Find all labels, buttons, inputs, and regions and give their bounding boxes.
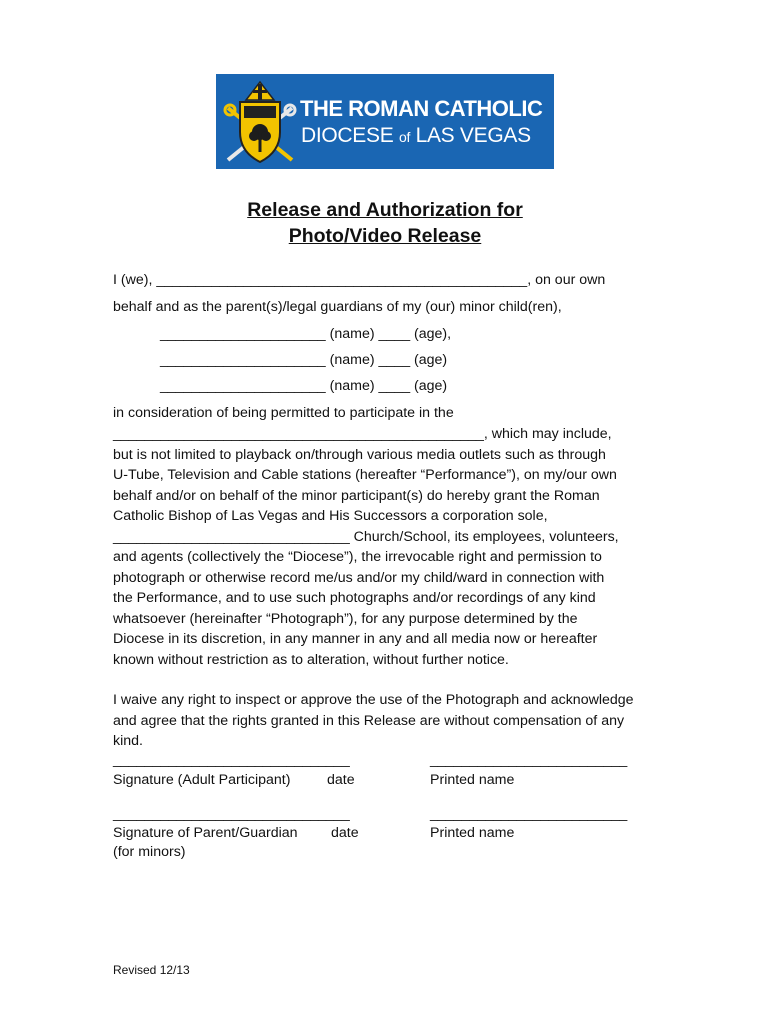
- intro-line-1: I (we), _______________________________________________, on our own: [113, 272, 606, 288]
- diocese-logo: [216, 74, 554, 169]
- printed-name-line-parent: _________________________: [430, 806, 628, 822]
- paragraph1-line: Diocese in its discretion, in any manner in any and all media now or hereafter: [113, 631, 598, 647]
- printed-name-label-adult: Printed name: [430, 772, 515, 788]
- paragraph1-line: and agents (collectively the “Diocese”), the irrevocable right and permission to: [113, 549, 602, 565]
- paragraph2-line: kind.: [113, 733, 143, 749]
- logo-subtitle-a: DIOCESE: [301, 124, 394, 147]
- paragraph2-line: I waive any right to inspect or approve the use of the Photograph and acknowledge: [113, 692, 634, 708]
- logo-subtitle-b: LAS VEGAS: [415, 124, 531, 147]
- signature-label-parent: Signature of Parent/Guardian: [113, 825, 298, 841]
- printed-name-line-adult: _________________________: [430, 752, 628, 768]
- paragraph1-line: ______________________________ Church/School, its employees, volunteers,: [113, 529, 619, 545]
- date-label-adult: date: [327, 772, 355, 788]
- signature-line-parent: ______________________________: [113, 806, 350, 822]
- paragraph2-line: and agree that the rights granted in this Release are without compensation of any: [113, 713, 625, 729]
- paragraph1-line: U-Tube, Television and Cable stations (hereafter “Performance”), on my/our own: [113, 467, 617, 483]
- child-entry-3: _____________________ (name) ____ (age): [160, 378, 448, 394]
- revision-note: Revised 12/13: [113, 963, 190, 977]
- paragraph1-line: whatsoever (hereinafter “Photograph”), for any purpose determined by the: [113, 611, 578, 627]
- child-entry-1: _____________________ (name) ____ (age),: [160, 326, 452, 342]
- document-title-line2: Photo/Video Release: [288, 225, 482, 247]
- document-title-line1: Release and Authorization for: [247, 199, 523, 221]
- signature-sublabel-parent: (for minors): [113, 844, 186, 860]
- intro-line-2: behalf and as the parent(s)/legal guardians of my (our) minor child(ren),: [113, 299, 562, 315]
- signature-label-adult: Signature (Adult Participant): [113, 772, 291, 788]
- paragraph1-line: the Performance, and to use such photographs and/or recordings of any kind: [113, 590, 596, 606]
- signature-line-adult: ______________________________: [113, 752, 350, 768]
- paragraph1-line: Catholic Bishop of Las Vegas and His Successors a corporation sole,: [113, 508, 548, 524]
- printed-name-label-parent: Printed name: [430, 825, 515, 841]
- paragraph1-line: _______________________________________________, which may include,: [113, 426, 612, 442]
- child-entry-2: _____________________ (name) ____ (age): [160, 352, 448, 368]
- logo-subtitle: [301, 124, 531, 148]
- diocese-crest-icon: [222, 78, 298, 166]
- paragraph1-line: in consideration of being permitted to participate in the: [113, 405, 454, 421]
- logo-title: THE ROMAN CATHOLIC: [300, 96, 543, 121]
- logo-subtitle-of: of: [398, 129, 411, 145]
- paragraph1-line: photograph or otherwise record me/us and/or my child/ward in connection with: [113, 570, 605, 586]
- paragraph1-line: known without restriction as to alteration, without further notice.: [113, 652, 509, 668]
- paragraph1-line: but is not limited to playback on/through various media outlets such as through: [113, 447, 606, 463]
- paragraph1-line: behalf and/or on behalf of the minor participant(s) do hereby grant the Roman: [113, 488, 600, 504]
- date-label-parent: date: [331, 825, 359, 841]
